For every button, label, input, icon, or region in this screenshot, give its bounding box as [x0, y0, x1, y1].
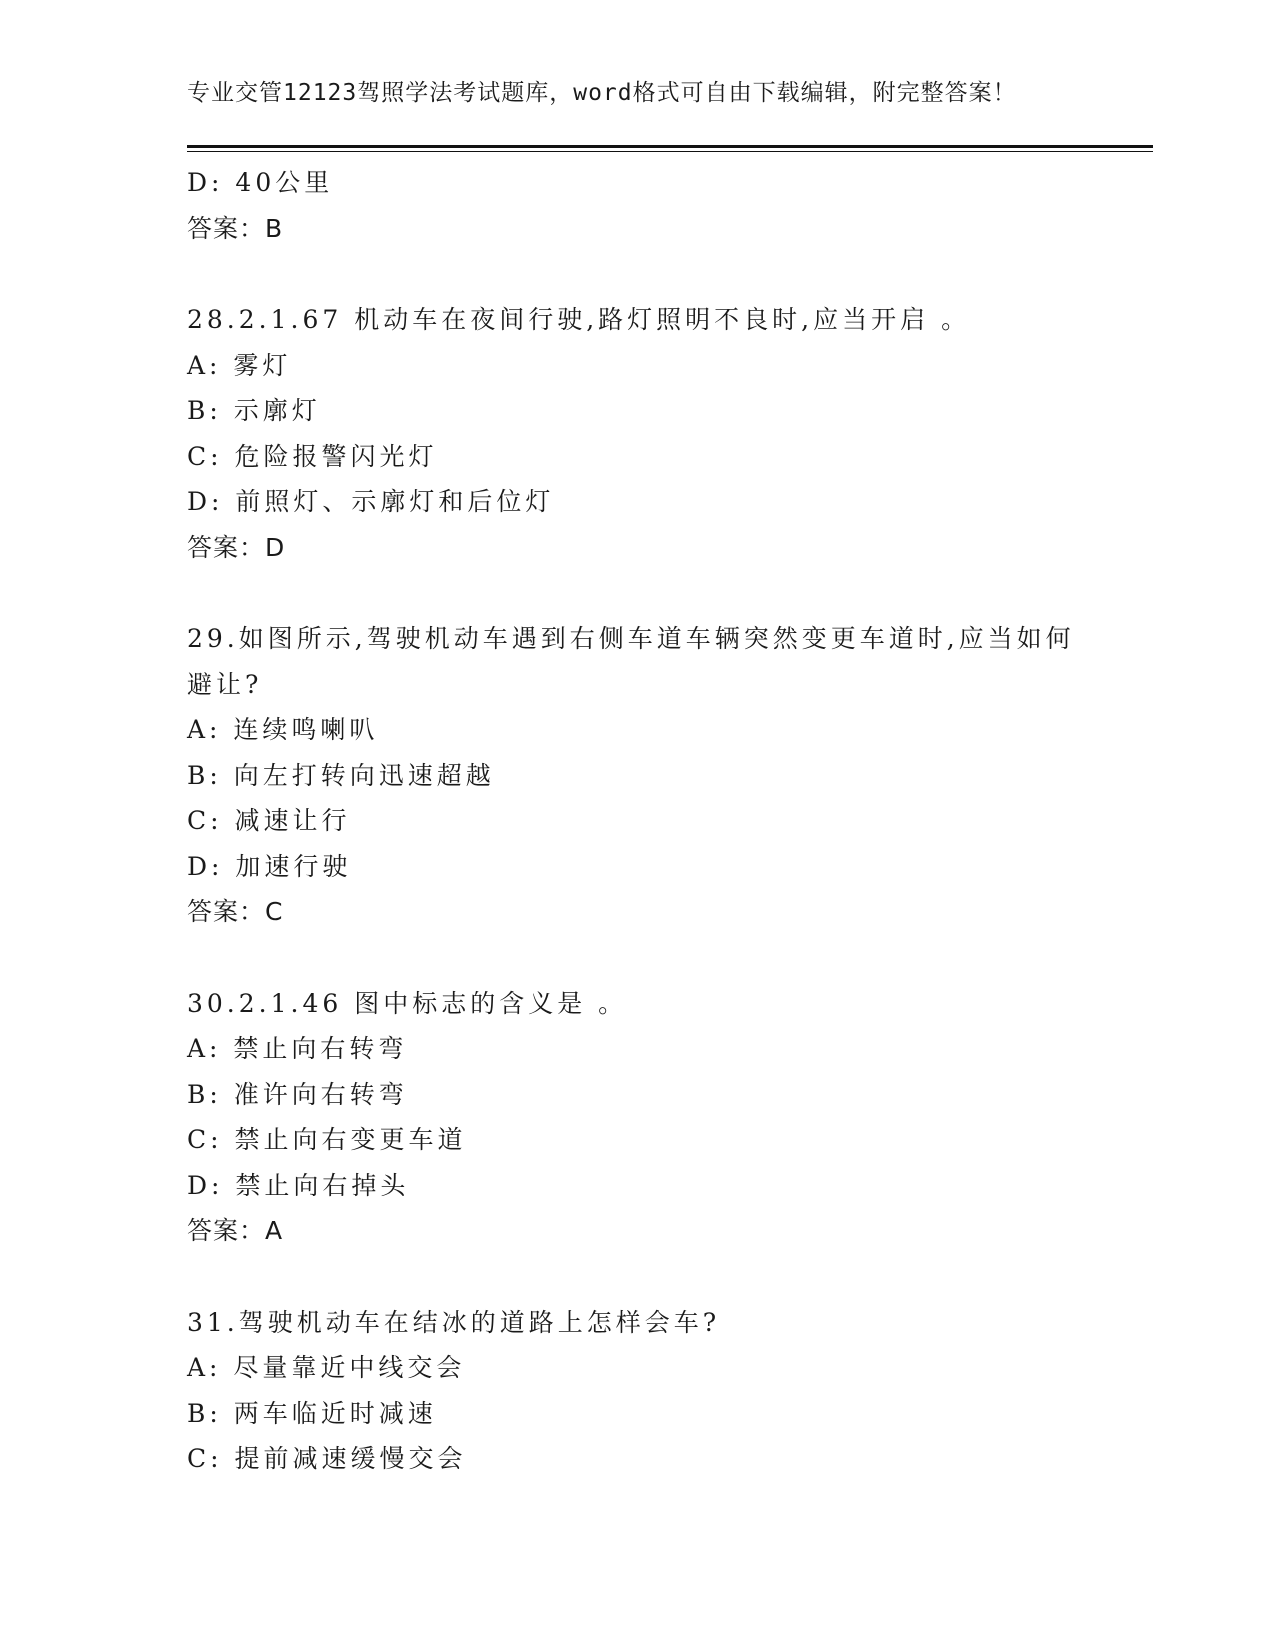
question-stem: 30.2.1.46 图中标志的含义是 。 — [187, 988, 628, 1018]
header-rule — [187, 145, 1153, 148]
answer: 答案：D — [187, 532, 286, 562]
option-b: B: 两车临近时减速 — [187, 1398, 437, 1428]
option-c: C: 危险报警闪光灯 — [187, 441, 438, 471]
option-a: A: 尽量靠近中线交会 — [187, 1353, 466, 1382]
option-b: B: 向左打转向迅速超越 — [187, 760, 495, 790]
question-stem: 31.驾驶机动车在结冰的道路上怎样会车? — [187, 1307, 721, 1337]
option-c: C: 禁止向右变更车道 — [187, 1125, 467, 1154]
option-a: A: 雾灯 — [187, 350, 292, 380]
option-a: A: 连续鸣喇叭 — [187, 715, 379, 744]
option-c: C: 提前减速缓慢交会 — [187, 1444, 467, 1473]
option-b: B: 准许向右转弯 — [187, 1079, 408, 1109]
document-body — [187, 160, 1147, 1482]
answer: 答案：B — [187, 213, 284, 243]
option-c: C: 减速让行 — [187, 806, 351, 835]
option-d: D: 40公里 — [187, 168, 334, 197]
answer: 答案：C — [187, 897, 284, 926]
page-header: 专业交管12123驾照学法考试题库，word格式可自由下载编辑，附完整答案！ — [187, 80, 1017, 106]
option-d: D: 禁止向右掉头 — [187, 1170, 410, 1200]
option-d: D: 前照灯、示廓灯和后位灯 — [187, 487, 555, 516]
option-b: B: 示廓灯 — [187, 396, 321, 425]
answer: 答案：A — [187, 1216, 284, 1245]
option-d: D: 加速行驶 — [187, 851, 352, 881]
header-rule-thin — [187, 151, 1153, 152]
option-a: A: 禁止向右转弯 — [187, 1034, 408, 1063]
question-stem: 29.如图所示,驾驶机动车遇到右侧车道车辆突然变更车道时,应当如何避让? — [187, 624, 1075, 699]
question-stem: 28.2.1.67 机动车在夜间行驶,路灯照明不良时,应当开启 。 — [187, 305, 971, 334]
